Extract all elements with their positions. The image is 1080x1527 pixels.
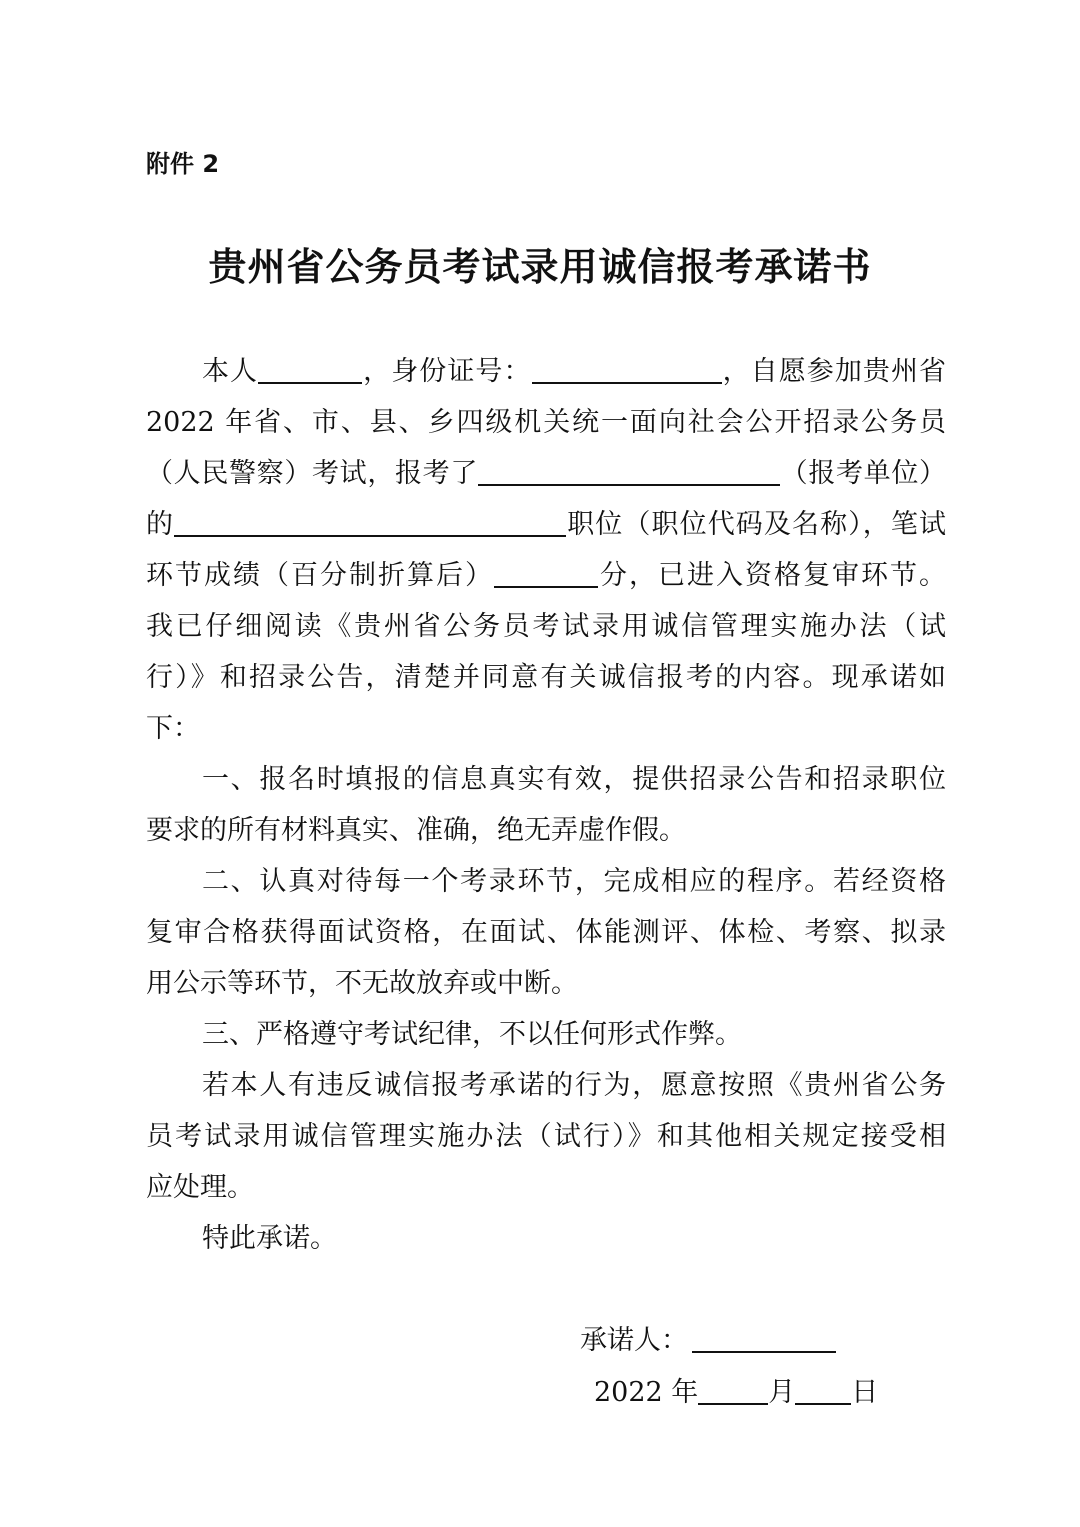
date-line xyxy=(594,1370,878,1409)
paragraph-intro-line xyxy=(146,346,946,397)
date-month-label: 月 xyxy=(768,1377,796,1408)
document-body xyxy=(146,346,946,1264)
intro-text: 本人 xyxy=(202,356,259,387)
breach-clause-line: 若本人有违反诚信报考承诺的行为，愿意按照《贵州省公务 xyxy=(202,1070,946,1101)
paragraph-intro-line xyxy=(146,448,946,499)
intro-text: ，自愿参加贵州省 xyxy=(721,356,947,387)
pledge-item-1-line: 要求的所有材料真实、准确，绝无弄虚作假。 xyxy=(146,815,686,846)
paragraph-intro-line xyxy=(146,550,946,601)
intro-text: ，身份证号： xyxy=(362,356,532,387)
date-day-label: 日 xyxy=(851,1377,879,1408)
month-blank xyxy=(698,1373,768,1405)
signer-label: 承诺人： xyxy=(580,1325,688,1356)
breach-clause-line: 应处理。 xyxy=(146,1172,254,1203)
intro-text: （人民警察）考试，报考了 xyxy=(146,458,478,489)
pledge-item-2-line: 二、认真对待每一个考录环节，完成相应的程序。若经资格 xyxy=(202,866,946,897)
intro-text: 环节成绩（百分制折算后） xyxy=(146,560,494,591)
paragraph-intro-line: 下： xyxy=(146,713,200,744)
day-blank xyxy=(795,1373,851,1405)
paragraph-intro-line: 我已仔细阅读《贵州省公务员考试录用诚信管理实施办法（试 xyxy=(146,611,946,642)
score-blank xyxy=(494,556,598,588)
paragraph-intro-line xyxy=(146,499,946,550)
signer-blank xyxy=(692,1321,836,1353)
pledge-item-1-line: 一、报名时填报的信息真实有效，提供招录公告和招录职位 xyxy=(202,764,946,795)
document-title: 贵州省公务员考试录用诚信报考承诺书 xyxy=(208,244,872,289)
unit-blank xyxy=(478,454,780,486)
breach-clause-line: 员考试录用诚信管理实施办法（试行）》和其他相关规定接受相 xyxy=(146,1121,946,1152)
annex-label: 附件 2 xyxy=(146,150,220,178)
pledge-item-3-line: 三、严格遵守考试纪律，不以任何形式作弊。 xyxy=(202,1019,742,1050)
intro-text: （报考单位） xyxy=(780,458,946,489)
closing-statement: 特此承诺。 xyxy=(202,1223,337,1254)
intro-text: 职位（职位代码及名称），笔试 xyxy=(566,509,947,540)
paragraph-intro-line: 2022 年省、市、县、乡四级机关统一面向社会公开招录公务员 xyxy=(146,407,946,438)
id-number-blank xyxy=(532,352,722,384)
date-year: 2022 年 xyxy=(594,1377,699,1408)
paragraph-intro-line: 行）》和招录公告，清楚并同意有关诚信报考的内容。现承诺如 xyxy=(146,662,946,693)
name-blank xyxy=(258,352,362,384)
pledge-item-2-line: 用公示等环节，不无故放弃或中断。 xyxy=(146,968,578,999)
intro-text: 分，已进入资格复审环节。 xyxy=(598,560,946,591)
position-blank xyxy=(174,505,566,537)
pledge-item-2-line: 复审合格获得面试资格，在面试、体能测评、体检、考察、拟录 xyxy=(146,917,946,948)
signer-line xyxy=(580,1318,836,1357)
intro-text: 的 xyxy=(146,509,175,540)
